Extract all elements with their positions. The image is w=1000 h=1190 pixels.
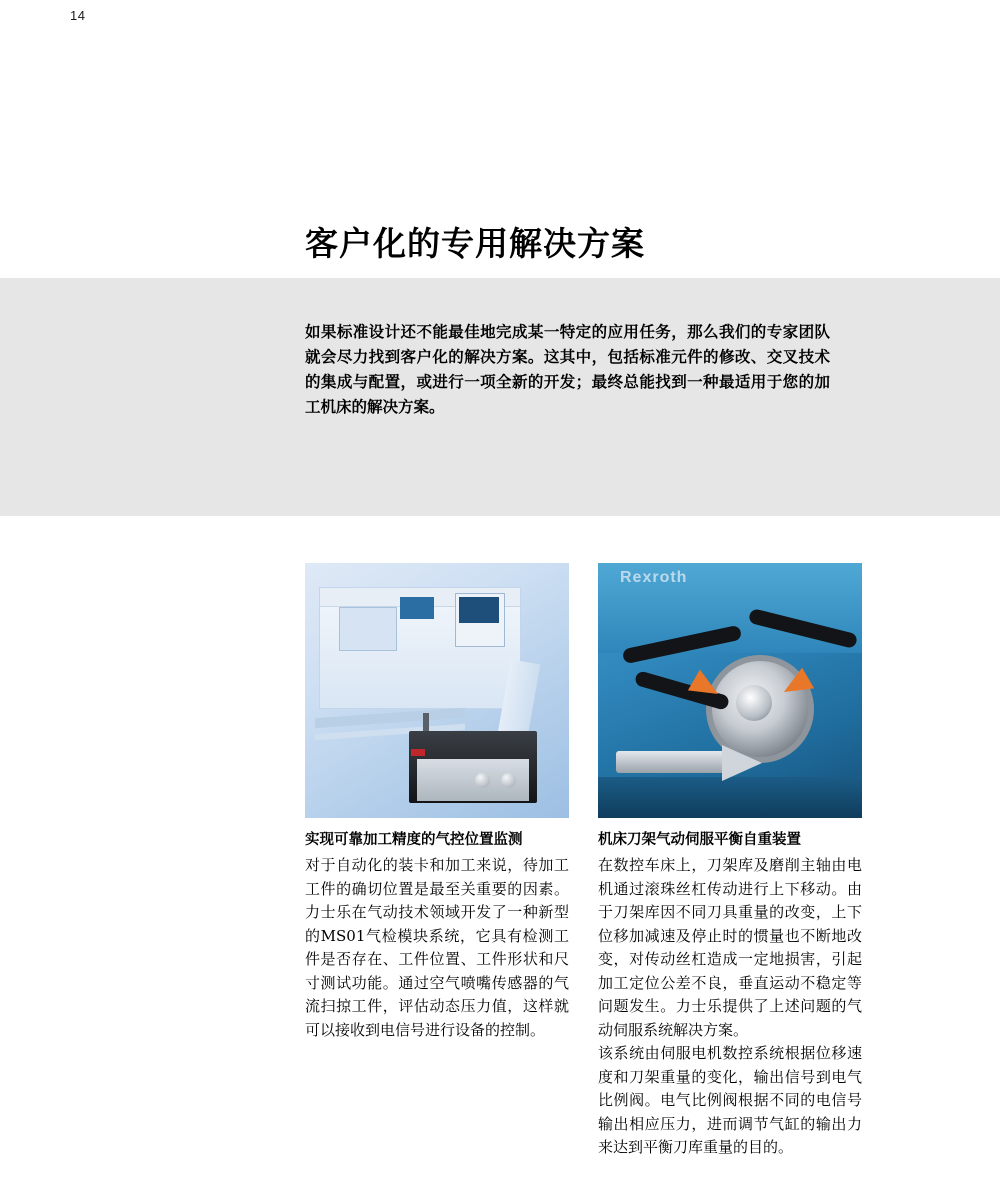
tool-turret-servo-balance-photo: [598, 563, 862, 818]
column-right-paragraph-1: 在数控车床上，刀架库及磨削主轴由电机通过滚珠丝杠传动进行上下移动。由于刀架库因不同刀具重量的改变，上下位移加减速及停止时的惯量也不断地改变，对传动丝杠造成一定地损害，引起加工定位公差不良，垂直运动不稳定等问题发生。力士乐提供了上述问题的气动伺服系统解决方案。: [598, 856, 862, 1039]
column-left-body: [305, 854, 569, 1042]
content-columns: [305, 563, 862, 1160]
workpiece-shaft-shape: [616, 751, 736, 773]
module-red-marker: [411, 749, 425, 756]
column-right-body: [598, 854, 862, 1160]
intro-paragraph: 如果标准设计还不能最佳地完成某一特定的应用任务，那么我们的专家团队就会尽力找到客户化的解决方案。这其中，包括标准元件的修改、交叉技术的集成与配置，或进行一项全新的开发；最终总能找到一种最适用于您的加工机床的解决方案。: [305, 323, 830, 416]
pneumatic-position-monitoring-photo: [305, 563, 569, 818]
machine-display-secondary: [400, 597, 434, 619]
column-right: [598, 563, 862, 1160]
page-title: 客户化的专用解决方案: [305, 224, 645, 264]
machine-display-primary: [459, 597, 499, 623]
column-left-title: 实现可靠加工精度的气控位置监测: [305, 832, 523, 848]
tool-turret-core-shape: [736, 685, 772, 721]
machine-bed-shape: [598, 777, 862, 818]
module-knob-right: [501, 773, 516, 788]
module-knob-left: [475, 773, 490, 788]
column-right-title: 机床刀架气动伺服平衡自重装置: [598, 832, 801, 848]
machine-brand-label: Rexroth: [620, 569, 688, 586]
column-right-paragraph-2: 该系统由伺服电机数控系统根据位移速度和刀架重量的变化，输出信号到电气比例阀。电气比例阀根据不同的电信号输出相应压力，进而调节气缸的输出力来达到平衡刀库重量的目的。: [598, 1044, 862, 1156]
column-left-paragraph-1: 对于自动化的装卡和加工来说，待加工工件的确切位置是最至关重要的因素。力士乐在气动技术领域开发了一种新型的MS01气检模块系统，它具有检测工件是否存在、工件位置、工件形状和尺寸测试功能。通过空气喷嘴传感器的气流扫掠工件，评估动态压力值，这样就可以接收到电信号进行设备的控制。: [305, 856, 569, 1039]
page-number: 14: [70, 8, 86, 23]
column-left: [305, 563, 569, 1160]
machine-cabin-shape: [339, 607, 397, 651]
tailstock-cone-shape: [722, 745, 762, 781]
